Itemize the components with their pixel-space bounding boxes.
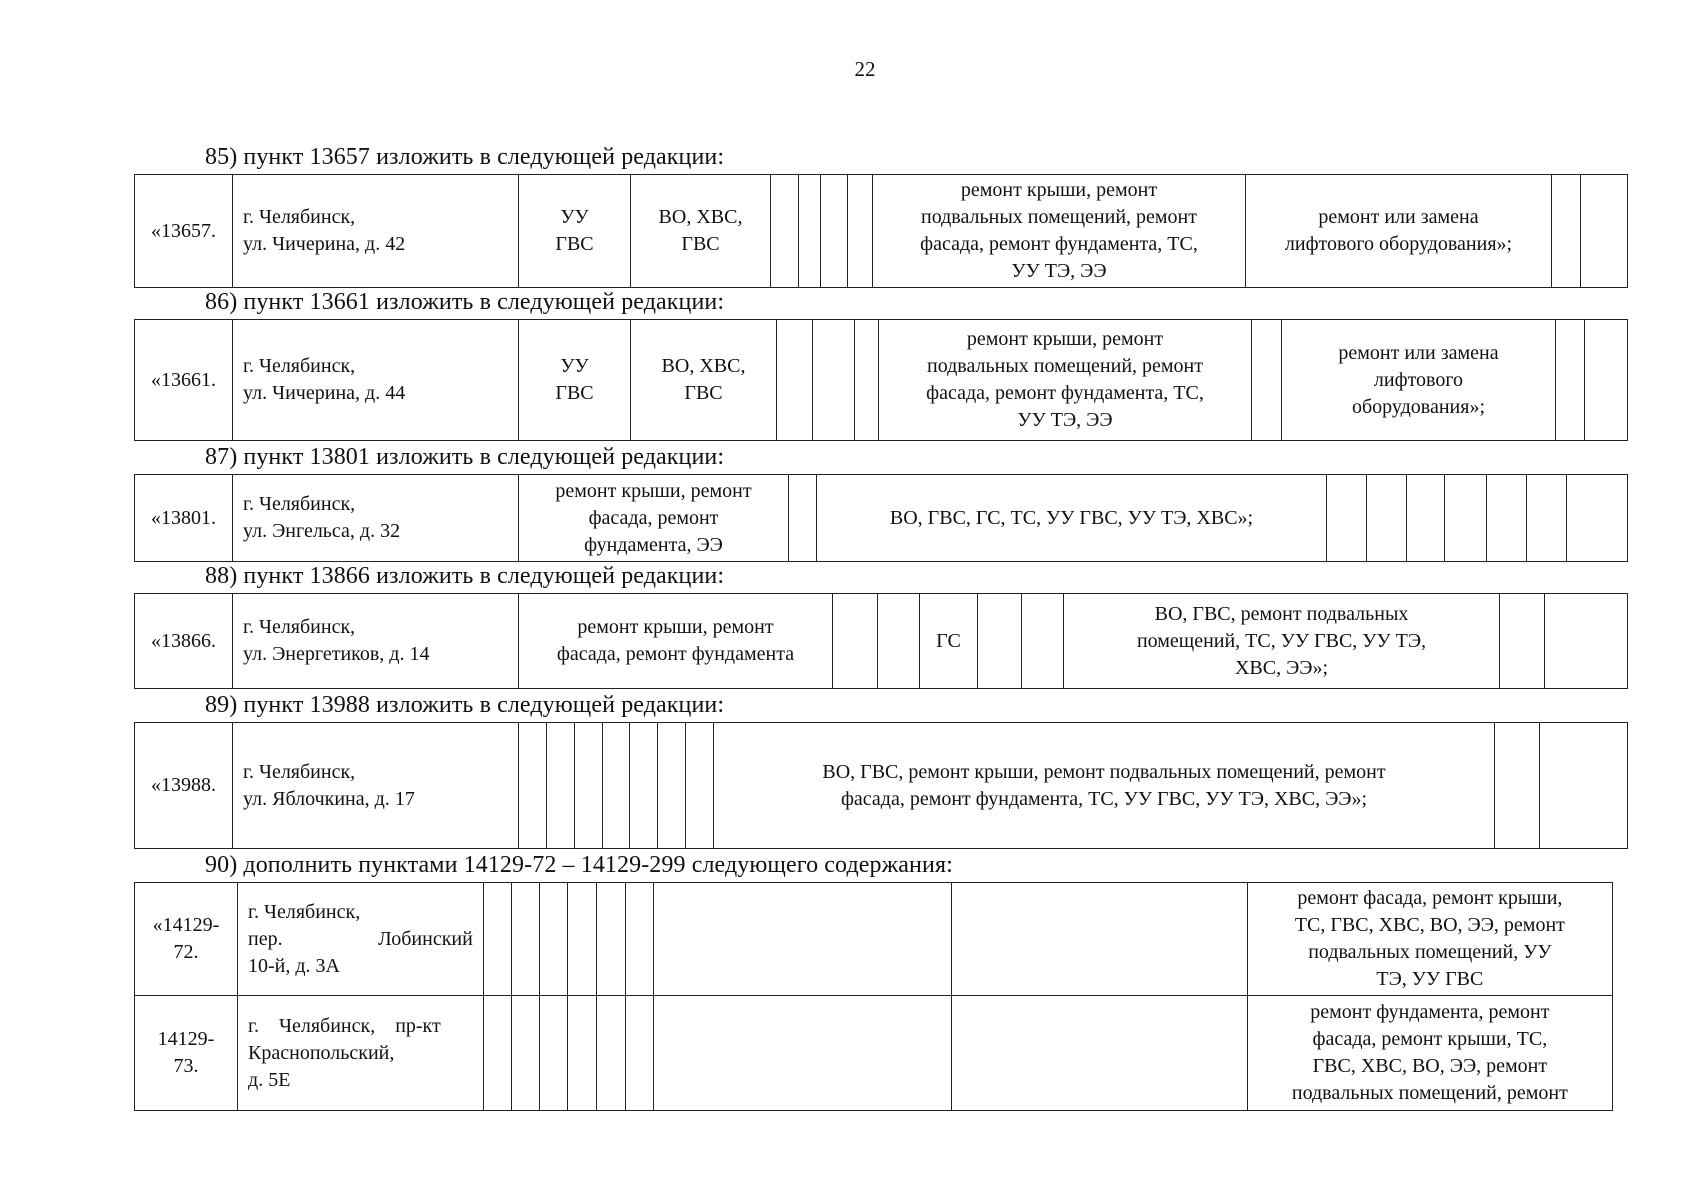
row-number: «13661. bbox=[135, 320, 233, 441]
works-cell: ремонт крыши, ремонт подвальных помещений, ремонт фасада, ремонт фундамента, ТС, УУ ТЭ, ЭЭ bbox=[879, 320, 1252, 441]
address-cell: г. Челябинск, пер. Лобинский 10-й, д. 3А bbox=[238, 883, 484, 996]
table-row bbox=[135, 723, 1628, 849]
amendment-heading-88: 88) пункт 13866 изложить в следующей редакции: bbox=[205, 563, 725, 589]
empty-cell bbox=[686, 723, 714, 849]
row-number: 14129- 73. bbox=[135, 996, 238, 1111]
works-cell: ремонт крыши, ремонт подвальных помещений, ремонт фасада, ремонт фундамента, ТС, УУ ТЭ, ЭЭ bbox=[873, 175, 1246, 288]
empty-cell bbox=[777, 320, 813, 441]
empty-cell bbox=[1585, 320, 1628, 441]
metering-cell: УУ ГВС bbox=[519, 175, 631, 288]
elevator-cell: ремонт или замена лифтового оборудования»; bbox=[1246, 175, 1552, 288]
empty-cell bbox=[1327, 475, 1367, 562]
metering-cell: УУ ГВС bbox=[519, 320, 631, 441]
empty-cell bbox=[1500, 594, 1545, 689]
empty-cell bbox=[539, 996, 568, 1111]
empty-cell bbox=[1552, 175, 1581, 288]
works-cell: ВО, ГВС, ремонт крыши, ремонт подвальных помещений, ремонт фасада, ремонт фундамента, ТС, УУ ГВС, УУ ТЭ, ХВС, ЭЭ»; bbox=[714, 723, 1495, 849]
gas-cell: ГС bbox=[920, 594, 978, 689]
empty-cell bbox=[658, 723, 686, 849]
empty-cell bbox=[597, 996, 626, 1111]
empty-cell bbox=[654, 996, 952, 1111]
empty-cell bbox=[568, 996, 597, 1111]
works-cell: ремонт фундамента, ремонт фасада, ремонт крыши, ТС, ГВС, ХВС, ВО, ЭЭ, ремонт подвальных помещений, ремонт bbox=[1247, 996, 1612, 1111]
systems-cell: ВО, ХВС, ГВС bbox=[631, 320, 777, 441]
table-row bbox=[135, 996, 1613, 1111]
empty-cell bbox=[630, 723, 658, 849]
empty-cell bbox=[1252, 320, 1282, 441]
empty-cell bbox=[813, 320, 855, 441]
row-number: «13657. bbox=[135, 175, 233, 288]
table-row bbox=[135, 475, 1628, 562]
systems-cell: ВО, ГВС, ремонт подвальных помещений, ТС, УУ ГВС, УУ ТЭ, ХВС, ЭЭ»; bbox=[1064, 594, 1500, 689]
empty-cell bbox=[1527, 475, 1567, 562]
address-cell: г. Челябинск, пр-кт Краснопольский, д. 5Е bbox=[238, 996, 484, 1111]
empty-cell bbox=[1487, 475, 1527, 562]
row-number: «13988. bbox=[135, 723, 233, 849]
systems-cell: ВО, ГВС, ГС, ТС, УУ ГВС, УУ ТЭ, ХВС»; bbox=[817, 475, 1327, 562]
empty-cell bbox=[951, 996, 1247, 1111]
empty-cell bbox=[789, 475, 817, 562]
works-cell: ремонт фасада, ремонт крыши, ТС, ГВС, ХВС, ВО, ЭЭ, ремонт подвальных помещений, УУ ТЭ, УУ ГВС bbox=[1247, 883, 1612, 996]
empty-cell bbox=[1022, 594, 1064, 689]
empty-cell bbox=[1567, 475, 1628, 562]
works-cell: ремонт крыши, ремонт фасада, ремонт фундамента, ЭЭ bbox=[519, 475, 789, 562]
empty-cell bbox=[1407, 475, 1445, 562]
elevator-cell: ремонт или замена лифтового оборудования»; bbox=[1282, 320, 1556, 441]
address-cell: г. Челябинск, ул. Яблочкина, д. 17 bbox=[233, 723, 519, 849]
amendment-heading-86: 86) пункт 13661 изложить в следующей редакции: bbox=[205, 289, 725, 315]
row-number: «13866. bbox=[135, 594, 233, 689]
amendment-heading-89: 89) пункт 13988 изложить в следующей редакции: bbox=[205, 692, 725, 718]
amendment-table-88 bbox=[134, 593, 1628, 689]
amendment-table-89 bbox=[134, 722, 1628, 849]
empty-cell bbox=[519, 723, 547, 849]
empty-cell bbox=[878, 594, 920, 689]
empty-cell bbox=[1545, 594, 1628, 689]
address-cell: г. Челябинск, ул. Чичерина, д. 44 bbox=[233, 320, 519, 441]
empty-cell bbox=[547, 723, 575, 849]
table-row bbox=[135, 594, 1628, 689]
address-cell: г. Челябинск, ул. Энергетиков, д. 14 bbox=[233, 594, 519, 689]
amendment-table-86 bbox=[134, 319, 1628, 441]
empty-cell bbox=[654, 883, 952, 996]
amendment-heading-87: 87) пункт 13801 изложить в следующей редакции: bbox=[205, 444, 725, 470]
row-number: «13801. bbox=[135, 475, 233, 562]
empty-cell bbox=[1495, 723, 1540, 849]
empty-cell bbox=[771, 175, 799, 288]
empty-cell bbox=[603, 723, 630, 849]
empty-cell bbox=[1445, 475, 1487, 562]
empty-cell bbox=[848, 175, 873, 288]
empty-cell bbox=[821, 175, 848, 288]
empty-cell bbox=[483, 996, 512, 1111]
amendment-heading-85: 85) пункт 13657 изложить в следующей редакции: bbox=[205, 144, 725, 170]
empty-cell bbox=[1556, 320, 1585, 441]
empty-cell bbox=[1581, 175, 1628, 288]
address-cell: г. Челябинск, ул. Энгельса, д. 32 bbox=[233, 475, 519, 562]
empty-cell bbox=[512, 996, 540, 1111]
empty-cell bbox=[978, 594, 1022, 689]
amendment-table-90 bbox=[134, 882, 1613, 1111]
empty-cell bbox=[512, 883, 540, 996]
systems-cell: ВО, ХВС, ГВС bbox=[631, 175, 771, 288]
empty-cell bbox=[625, 996, 654, 1111]
address-cell: г. Челябинск, ул. Чичерина, д. 42 bbox=[233, 175, 519, 288]
empty-cell bbox=[951, 883, 1247, 996]
table-row bbox=[135, 883, 1613, 996]
empty-cell bbox=[575, 723, 603, 849]
empty-cell bbox=[539, 883, 568, 996]
empty-cell bbox=[833, 594, 878, 689]
empty-cell bbox=[799, 175, 821, 288]
amendment-table-87 bbox=[134, 474, 1628, 562]
row-number: «14129- 72. bbox=[135, 883, 238, 996]
empty-cell bbox=[597, 883, 626, 996]
empty-cell bbox=[483, 883, 512, 996]
empty-cell bbox=[568, 883, 597, 996]
page-number: 22 bbox=[854, 57, 876, 81]
empty-cell bbox=[855, 320, 879, 441]
amendment-table-85 bbox=[134, 174, 1628, 288]
table-row bbox=[135, 175, 1628, 288]
empty-cell bbox=[1540, 723, 1628, 849]
works-cell: ремонт крыши, ремонт фасада, ремонт фундамента bbox=[519, 594, 833, 689]
table-row bbox=[135, 320, 1628, 441]
amendment-heading-90: 90) дополнить пунктами 14129-72 – 14129-299 следующего содержания: bbox=[205, 852, 953, 878]
empty-cell bbox=[625, 883, 654, 996]
empty-cell bbox=[1367, 475, 1407, 562]
